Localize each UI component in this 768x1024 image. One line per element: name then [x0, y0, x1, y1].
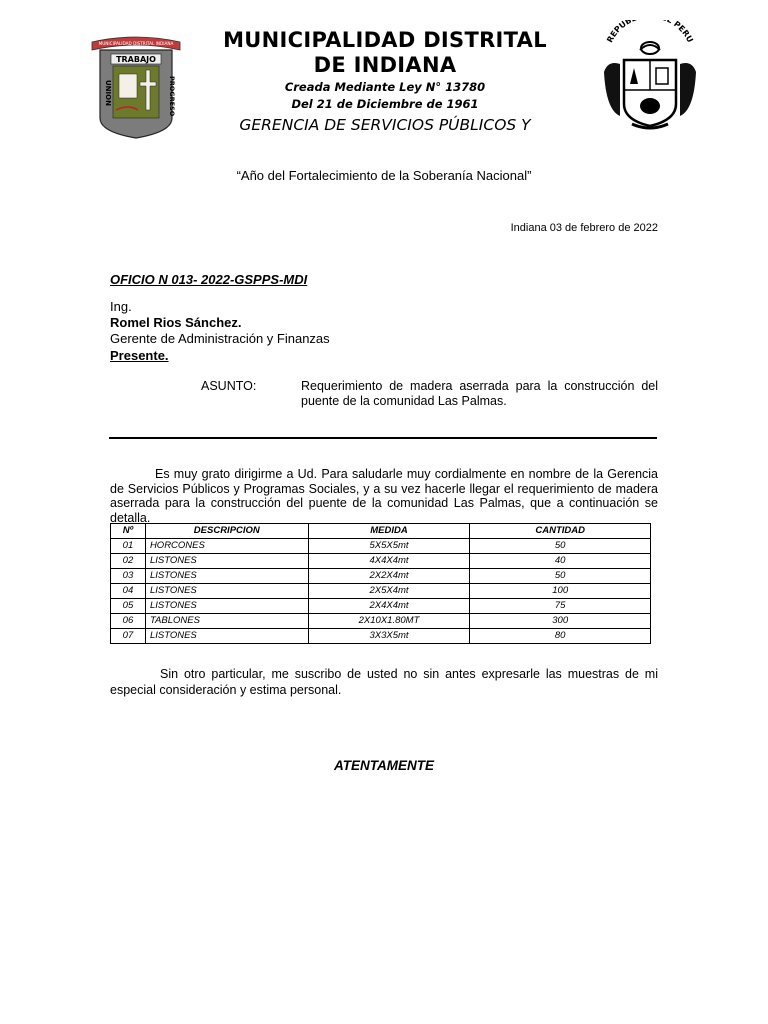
requirements-table — [110, 523, 651, 644]
cell-measure: 2X5X4mt — [308, 584, 470, 599]
cell-measure: 2X4X4mt — [308, 599, 470, 614]
cell-measure: 5X5X5mt — [308, 539, 470, 554]
svg-text:TRABAJO: TRABAJO — [116, 55, 156, 64]
svg-text:PROGRESO: PROGRESO — [168, 76, 176, 117]
header-measure: MEDIDA — [308, 524, 470, 539]
cell-measure: 2X2X4mt — [308, 569, 470, 584]
cell-quantity: 50 — [470, 539, 651, 554]
municipality-title-line1: MUNICIPALIDAD DISTRITAL — [223, 28, 547, 52]
cell-number: 01 — [111, 539, 146, 554]
cell-quantity: 100 — [470, 584, 651, 599]
table-row — [111, 614, 651, 629]
table-row — [111, 554, 651, 569]
body-paragraph: Es muy grato dirigirme a Ud. Para saludarle muy cordialmente en nombre de la Gerencia de Servicios Públicos y Programas Sociales, y a su vez hacerle llegar el requerimiento de madera aserrada para la construcción del puente de la comunidad Las Palmas, que a continuación se detalla. — [110, 467, 658, 525]
header-number: Nº — [111, 524, 146, 539]
subject-label: ASUNTO: — [201, 379, 257, 393]
oficio-number: OFICIO N 013- 2022-GSPPS-MDI — [110, 272, 308, 287]
table-row — [111, 539, 651, 554]
cell-description: LISTONES — [145, 584, 308, 599]
cell-description: HORCONES — [145, 539, 308, 554]
cell-description: LISTONES — [145, 599, 308, 614]
cell-quantity: 80 — [470, 629, 651, 644]
header-description: DESCRIPCION — [145, 524, 308, 539]
table-header-row — [111, 524, 651, 539]
table-row — [111, 629, 651, 644]
addressee-position: Gerente de Administración y Finanzas — [110, 331, 330, 346]
svg-text:UNION: UNION — [104, 80, 112, 106]
table-row — [111, 569, 651, 584]
divider-line — [109, 437, 657, 439]
svg-text:REPUBLICA DEL PERU: REPUB L PERU — [605, 20, 695, 45]
cell-measure: 3X3X5mt — [308, 629, 470, 644]
creation-date-line: Del 21 de Diciembre de 1961 — [291, 97, 479, 111]
cell-number: 02 — [111, 554, 146, 569]
cell-number: 04 — [111, 584, 146, 599]
municipal-shield-logo — [86, 30, 186, 140]
subject-text: Requerimiento de madera aserrada para la construcción del puente de la comunidad Las Palmas. — [301, 379, 658, 408]
cell-quantity: 75 — [470, 599, 651, 614]
gerencia-title: GERENCIA DE SERVICIOS PÚBLICOS Y — [239, 116, 531, 134]
header-quantity: CANTIDAD — [470, 524, 651, 539]
table-row — [111, 599, 651, 614]
year-motto: “Año del Fortalecimiento de la Soberanía Nacional” — [236, 168, 532, 183]
greeting: Presente. — [110, 348, 169, 363]
cell-description: TABLONES — [145, 614, 308, 629]
cell-number: 06 — [111, 614, 146, 629]
cell-number: 03 — [111, 569, 146, 584]
cell-description: LISTONES — [145, 569, 308, 584]
table-row — [111, 584, 651, 599]
cell-number: 07 — [111, 629, 146, 644]
cell-description: LISTONES — [145, 554, 308, 569]
addressee-title: Ing. — [110, 299, 132, 314]
cell-number: 05 — [111, 599, 146, 614]
cell-description: LISTONES — [145, 629, 308, 644]
municipality-title-line2: DE INDIANA — [313, 53, 457, 77]
cell-measure: 2X10X1.80MT — [308, 614, 470, 629]
place-date: Indiana 03 de febrero de 2022 — [510, 222, 658, 234]
peru-coat-of-arms-logo — [596, 20, 704, 132]
cell-quantity: 300 — [470, 614, 651, 629]
cell-quantity: 50 — [470, 569, 651, 584]
cell-quantity: 40 — [470, 554, 651, 569]
closing-paragraph: Sin otro particular, me suscribo de usted no sin antes expresarle las muestras de mi especial consideración y estima personal. — [110, 667, 658, 697]
addressee-name: Romel Rios Sánchez. — [110, 315, 242, 330]
svg-text:MUNICIPALIDAD DISTRITAL INDIAN: MUNICIPALIDAD DISTRITAL INDIANA — [98, 41, 174, 46]
sign-off: ATENTAMENTE — [334, 758, 434, 773]
creation-law-line: Creada Mediante Ley N° 13780 — [284, 80, 486, 94]
cell-measure: 4X4X4mt — [308, 554, 470, 569]
